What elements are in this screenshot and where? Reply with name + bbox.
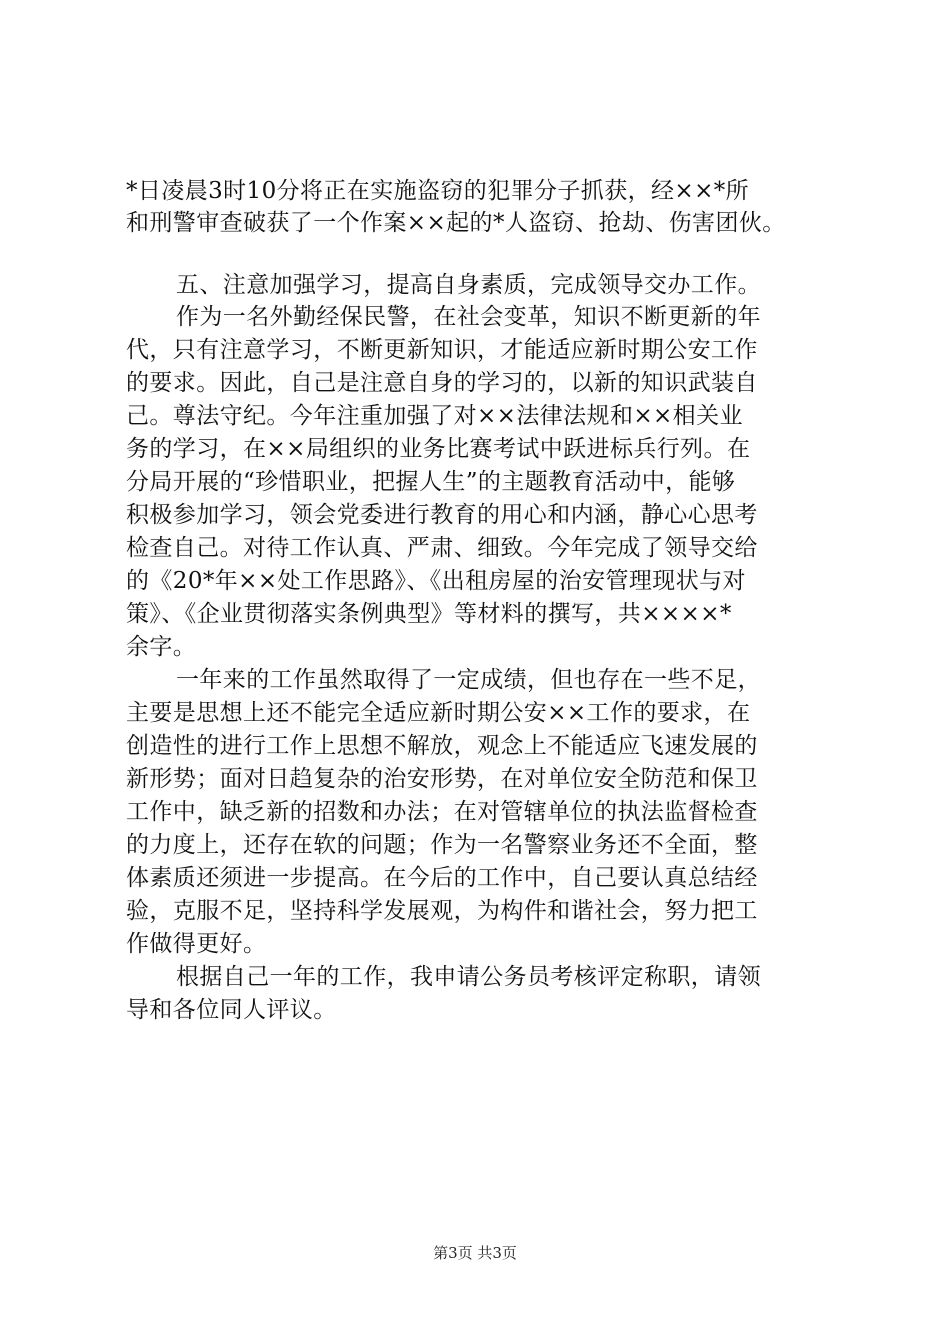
text-line: 的《20*年××处工作思路》、《出租房屋的治安管理现状与对 [126,568,746,594]
text-line: 根据自己一年的工作，我申请公务员考核评定称职，请领 [176,964,761,990]
text-line: 作为一名外勤经保民警，在社会变革，知识不断更新的年 [176,304,761,330]
text-line: 一年来的工作虽然取得了一定成绩，但也存在一些不足， [176,667,761,693]
text-line: 积极参加学习，领会党委进行教育的用心和内涵，静心心思考 [126,502,758,528]
text-line: *日凌晨3时10分将正在实施盗窃的犯罪分子抓获，经××*所 [126,178,750,204]
text-line: 体素质还须进一步提高。在今后的工作中，自己要认真总结经 [126,865,758,891]
text-line: 和刑警审查破获了一个作案××起的*人盗窃、抢劫、伤害团伙。 [126,210,786,236]
text-line: 己。尊法守纪。今年注重加强了对××法律法规和××相关业 [126,403,743,429]
text-line: 的要求。因此，自己是注意自身的学习的，以新的知识武装自 [126,370,758,396]
text-line: 作做得更好。 [126,931,267,957]
text-line: 验，克服不足，坚持科学发展观，为构件和谐社会，努力把工 [126,898,758,924]
text-line: 余字。 [126,634,197,660]
section-heading: 五、注意加强学习，提高自身素质，完成领导交办工作。 [176,272,761,298]
text-line: 检查自己。对待工作认真、严肃、细致。今年完成了领导交给 [126,535,758,561]
text-line: 分局开展的“珍惜职业，把握人生”的主题教育活动中，能够 [126,469,736,495]
page-number: 第3页 共3页 [433,1244,517,1262]
text-line: 的力度上，还存在软的问题；作为一名警察业务还不全面，整 [126,832,758,858]
text-line: 工作中，缺乏新的招数和办法；在对管辖单位的执法监督检查 [126,799,758,825]
text-line: 新形势；面对日趋复杂的治安形势，在对单位安全防范和保卫 [126,766,758,792]
text-line: 创造性的进行工作上思想不解放，观念上不能适应飞速发展的 [126,733,758,759]
text-line: 策》、《企业贯彻落实条例典型》等材料的撰写，共××××* [126,601,732,627]
text-line: 导和各位同人评议。 [126,997,337,1023]
text-line: 代，只有注意学习，不断更新知识，才能适应新时期公安工作 [126,337,758,363]
text-line: 务的学习，在××局组织的业务比赛考试中跃进标兵行列。在 [126,436,751,462]
text-line: 主要是思想上还不能完全适应新时期公安××工作的要求，在 [126,700,751,726]
